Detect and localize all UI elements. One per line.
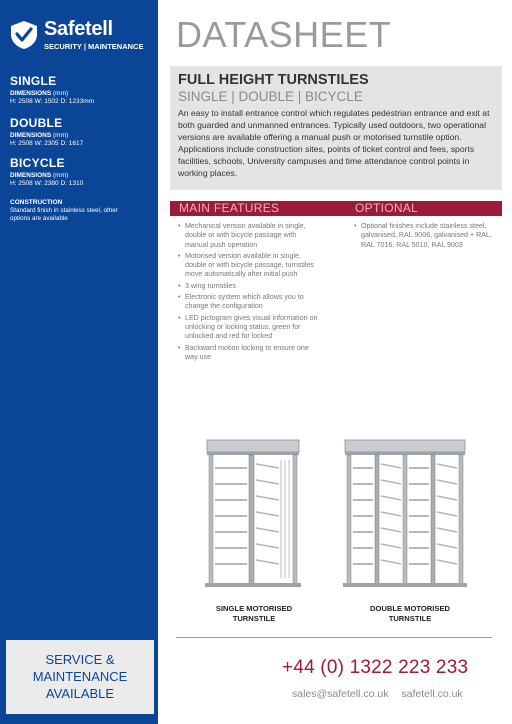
product-description: An easy to install entrance control which regulates pedestrian entrance and exit at both guarded and unmanned entrances. Typically used outdoors, two operational versions are available offering a manual push or motorised turnstile option. Applications include construction sites, points of ticket control and fees, sports facilities, schools, University campuses and time attendance control points in working places.	[178, 108, 490, 178]
page-title: DATASHEET	[176, 14, 392, 55]
spec-dims: H: 2508 W: 2305 D: 1617	[10, 140, 84, 147]
sidebar	[0, 0, 158, 724]
website-link[interactable]: safetell.co.uk	[401, 688, 463, 700]
section-band	[170, 201, 502, 216]
features-heading: MAIN FEATURES	[179, 201, 280, 215]
construction-text: Standard finish in stainless steel, other options are available	[10, 207, 118, 222]
spec-title: DOUBLE	[10, 116, 63, 130]
hero-box	[170, 66, 502, 190]
phone-number[interactable]: +44 (0) 1322 223 233	[282, 657, 469, 678]
single-turnstile-image	[203, 438, 303, 590]
contact-links	[292, 688, 473, 700]
list-item: • LED pictogram gives visual information on unlocking or locking status, green for unlocked and red for locked	[178, 314, 320, 342]
spec-bicycle	[10, 156, 150, 187]
brand-name: Safetell	[44, 18, 113, 40]
list-item: • 3 wing turnstiles	[178, 282, 320, 291]
divider	[176, 637, 492, 638]
caption-line: TURNSTILE	[232, 614, 276, 623]
double-turnstile-image	[343, 438, 467, 590]
spec-dims-label: DIMENSIONS	[10, 90, 52, 97]
construction-title: CONSTRUCTION	[10, 199, 63, 206]
double-turnstile-caption	[350, 604, 470, 624]
single-turnstile-caption	[198, 604, 310, 624]
list-item: • Optional finishes include stainless steel, galvanised, RAL 9006, galvanised + RAL, RAL 7016, RAL 5010, RAL 9003	[354, 222, 494, 250]
product-subtitle: SINGLE | DOUBLE | BICYCLE	[178, 89, 363, 104]
brand-tagline: SECURITY | MAINTENANCE	[44, 42, 144, 51]
email-link[interactable]: sales@safetell.co.uk	[292, 688, 389, 700]
list-item: • Backward motion locking to ensure one way use	[178, 344, 320, 363]
list-item: • Motorised version available in single, double or with bicycle passage, turnstiles move automatically after initial push	[178, 252, 320, 280]
spec-double	[10, 116, 150, 147]
spec-dims: H: 2508 W: 1502 D: 1233mm	[10, 98, 95, 105]
service-box	[6, 640, 154, 714]
spec-title: BICYCLE	[10, 156, 65, 170]
brand-logo	[10, 18, 155, 56]
spec-dims-unit: (mm)	[52, 90, 69, 97]
spec-single	[10, 74, 150, 105]
spec-dims-unit: (mm)	[52, 132, 69, 139]
list-item: • Electronic system which allows you to change the configuration	[178, 293, 320, 312]
spec-dims-label: DIMENSIONS	[10, 172, 52, 179]
service-line: SERVICE &	[45, 652, 115, 667]
spec-dims-label: DIMENSIONS	[10, 132, 52, 139]
spec-dims-unit: (mm)	[52, 172, 69, 179]
list-item: • Mechanical version available in single, double or with bicycle passage with manual push operation	[178, 222, 320, 250]
features-list	[178, 222, 320, 364]
construction-note	[10, 199, 130, 223]
spec-title: SINGLE	[10, 74, 57, 88]
spec-dims: H: 2508 W: 2380 D: 1310	[10, 180, 84, 187]
shield-logo-icon	[10, 20, 38, 50]
caption-line: SINGLE MOTORISED	[215, 604, 293, 613]
caption-line: DOUBLE MOTORISED	[369, 604, 451, 613]
optional-heading: OPTIONAL	[355, 201, 419, 215]
caption-line: TURNSTILE	[388, 614, 432, 623]
product-title: FULL HEIGHT TURNSTILES	[178, 72, 369, 88]
optional-list	[354, 222, 494, 252]
service-line: AVAILABLE	[45, 686, 115, 701]
service-line: MAINTENANCE	[32, 669, 128, 684]
